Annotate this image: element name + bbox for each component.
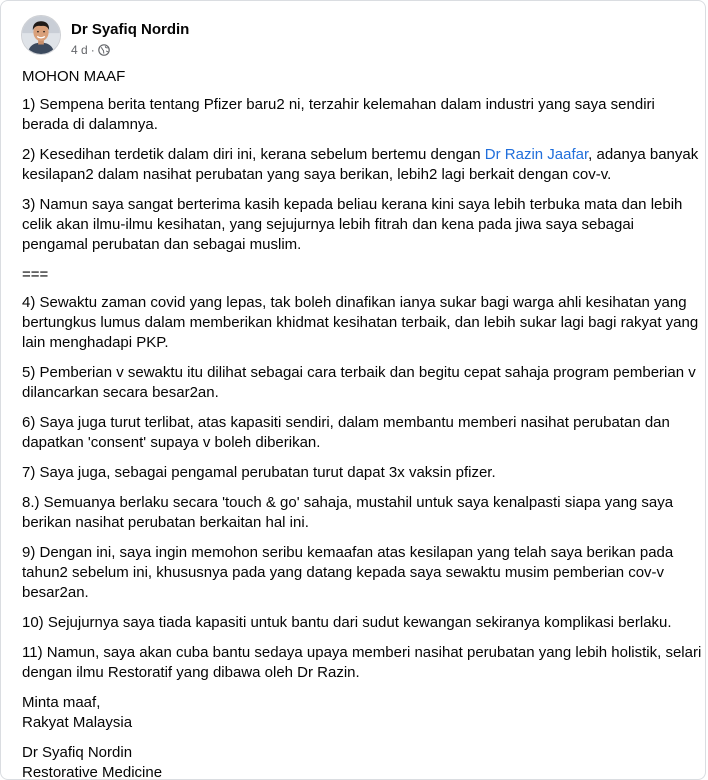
paragraph-3: 3) Namun saya sangat berterima kasih kepada beliau kerana kini saya lebih terbuka mata dan lebih celik akan ilmu-ilmu kesihatan, yang sejujurnya lebih fitrah dan kena pada jiwa saya sebagai pengamal perubatan dan sebagai muslim. bbox=[22, 196, 687, 253]
signature bbox=[22, 743, 702, 780]
avatar-portrait-icon bbox=[22, 16, 60, 54]
paragraph-6: 6) Saya juga turut terlibat, atas kapasiti sendiri, dalam membantu memberi nasihat perubatan dan dapatkan 'consent' supaya v boleh diberikan. bbox=[22, 414, 675, 451]
closing-line-1: Minta maaf, bbox=[22, 694, 101, 711]
paragraph-5: 5) Pemberian v sewaktu itu dilihat sebagai cara terbaik dan begitu cepat sahaja program pemberian v dilancarkan secara besar2an. bbox=[22, 364, 700, 401]
paragraph-4: 4) Sewaktu zaman covid yang lepas, tak boleh dinafikan ianya sukar bagi warga ahli kesihatan yang bertungkus lumus dalam memberikan khidmat kesihatan terbaik, dan lebih sukar lagi bagi rakyat yang lain menghadapi PKP. bbox=[22, 294, 703, 351]
globe-icon[interactable] bbox=[98, 44, 110, 56]
paragraph-2 bbox=[22, 145, 702, 185]
post-header bbox=[21, 15, 189, 63]
post-body bbox=[22, 67, 706, 780]
post-meta bbox=[71, 21, 189, 58]
post-subline bbox=[71, 42, 189, 58]
meta-separator: · bbox=[90, 43, 95, 57]
author-avatar[interactable] bbox=[21, 15, 61, 55]
paragraph-2-end: , adanya banyak kesilapan2 dalam nasihat perubatan yang saya berikan, lebih2 lagi berkait dengan cov-v. bbox=[22, 146, 703, 183]
mention-link[interactable]: Dr Razin Jaafar bbox=[484, 146, 589, 163]
paragraph-9: 9) Dengan ini, saya ingin memohon seribu kemaafan atas kesilapan yang telah saya berikan pada tahun2 sebelum ini, khususnya pada yang datang kepada saya sewaktu musim pemberian cov-v besar2an. bbox=[22, 544, 678, 601]
paragraph-8: 8.) Semuanya berlaku secara 'touch & go' sahaja, mustahil untuk saya kenalpasti siapa yang saya berikan nasihat perubatan berkaitan hal ini. bbox=[22, 494, 678, 531]
paragraph-7: 7) Saya juga, sebagai pengamal perubatan turut dapat 3x vaksin pfizer. bbox=[22, 464, 496, 481]
paragraph-11: 11) Namun, saya akan cuba bantu sedaya upaya memberi nasihat perubatan yang lebih holistik, selari dengan ilmu Restoratif yang dibawa oleh Dr Razin. bbox=[22, 644, 706, 681]
closing-line-2: Rakyat Malaysia bbox=[22, 714, 133, 731]
paragraph-2-start: 2) Kesedihan terdetik dalam diri ini, kerana sebelum bertemu dengan bbox=[22, 146, 485, 163]
paragraph-10: 10) Sejujurnya saya tiada kapasiti untuk bantu dari sudut kewangan sekiranya komplikasi berlaku. bbox=[22, 614, 672, 631]
author-name[interactable]: Dr Syafiq Nordin bbox=[71, 21, 190, 38]
signature-name: Dr Syafiq Nordin bbox=[22, 744, 133, 761]
signature-title: Restorative Medicine bbox=[22, 764, 163, 780]
post-timestamp[interactable]: 4 d bbox=[71, 43, 88, 57]
post-title: MOHON MAAF bbox=[22, 68, 126, 85]
divider-text: === bbox=[22, 266, 49, 283]
paragraph-1: 1) Sempena berita tentang Pfizer baru2 ni, terzahir kelemahan dalam industri yang saya sendiri berada di dalamnya. bbox=[22, 96, 660, 133]
closing bbox=[22, 693, 702, 733]
